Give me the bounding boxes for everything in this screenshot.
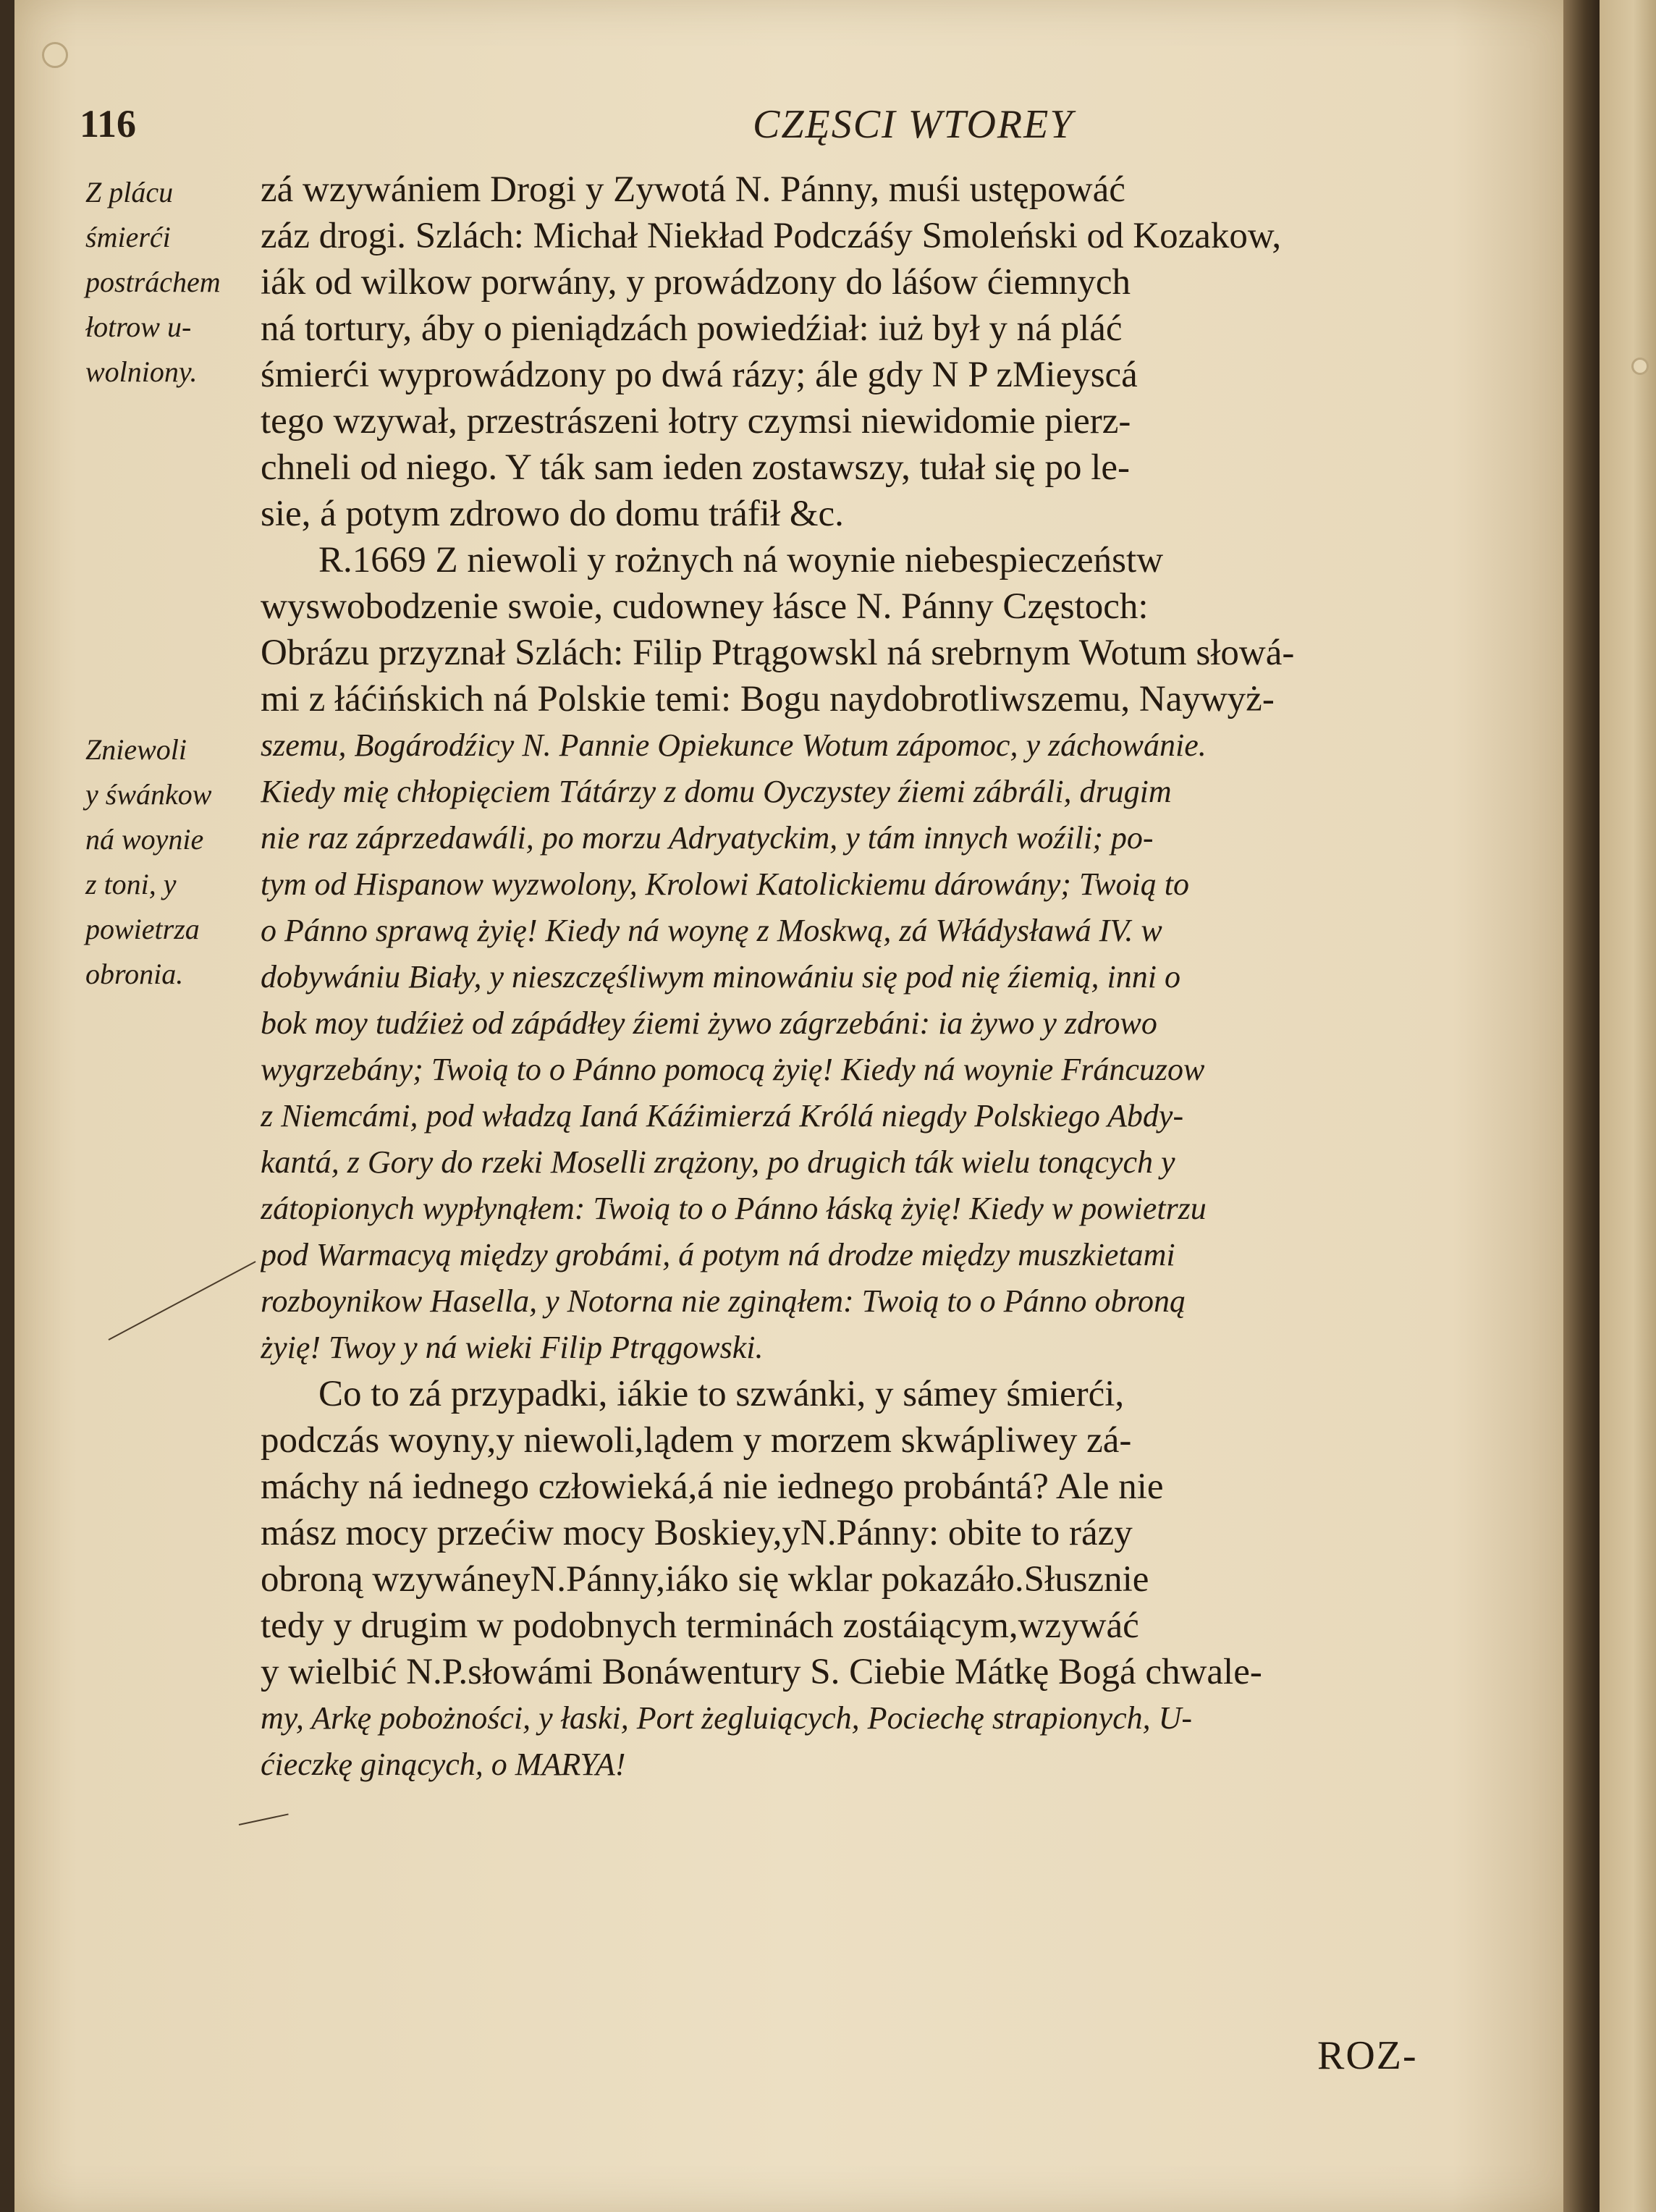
text-line: R.1669 Z niewoli y rożnych ná woynie niebespieczeństw — [318, 540, 1164, 581]
text-line: my, Arkę pobożności, y łaski, Port żegluiących, Pociechę strapionych, U- — [261, 1700, 1193, 1736]
margin-note-line: Z plácu — [85, 176, 174, 208]
text-line: podczás woyny,y niewoli,lądem y morzem skwápliwey zá- — [261, 1420, 1132, 1461]
text-line: y wielbić N.P.słowámi Bonáwentury S. Ciebie Mátkę Bogá chwale- — [261, 1652, 1262, 1692]
margin-note-line: ná woynie — [85, 823, 204, 856]
text-line: tego wzywał, przestrászeni łotry czymsi niewidomie pierz- — [261, 401, 1131, 442]
margin-note-line: wolniony. — [85, 355, 198, 388]
text-line: wyswobodzenie swoie, cudowney łásce N. Pánny Częstoch: — [261, 586, 1149, 627]
margin-note-line: łotrow u- — [85, 311, 192, 343]
catchword: ROZ- — [1317, 2033, 1418, 2078]
facing-page-edge — [1600, 0, 1656, 2212]
text-line: zá wzywániem Drogi y Zywotá N. Pánny, muśi ustępowáć — [261, 169, 1125, 210]
text-line: dobywániu Biały, y nieszczęśliwym minowániu się pod nię źiemią, inni o — [261, 959, 1180, 995]
text-line: Co to zá przypadki, iákie to szwánki, y sámey śmierći, — [318, 1374, 1125, 1414]
text-line: ná tortury, áby o pieniądzách powiedźiał: iuż był y ná pláć — [261, 308, 1123, 349]
text-line: ćieczkę ginących, o MARYA! — [261, 1747, 626, 1782]
text-line: Kiedy mię chłopięciem Tátárzy z domu Oyczystey źiemi zábráli, drugim — [261, 774, 1172, 809]
text-line: tym od Hispanow wyzwolony, Krolowi Katolickiemu dárowány; Twoią to — [261, 866, 1189, 902]
margin-note-line: obronia. — [85, 958, 184, 990]
text-line: z Niemcámi, pod władzą Ianá Káźimierzá Królá niegdy Polskiego Abdy- — [261, 1098, 1184, 1134]
text-line: obroną wzywáneyN.Pánny,iáko się wklar pokazáło.Słusznie — [261, 1559, 1149, 1600]
text-line: o Pánno sprawą żyię! Kiedy ná woynę z Moskwą, zá Włádysławá IV. w — [261, 913, 1162, 948]
text-line: pod Warmacyą między grobámi, á potym ná drodze między muszkietami — [261, 1237, 1175, 1272]
running-head — [80, 101, 1498, 152]
margin-note-1 — [85, 170, 274, 394]
margin-note-line: Zniewoli — [85, 733, 187, 766]
margin-note-2 — [85, 727, 274, 997]
facing-page-hole-mark — [1631, 358, 1649, 375]
text-line: tedy y drugim w podobnych terminách zostáiącym,wzywáć — [261, 1605, 1139, 1646]
text-line: śmierći wyprowádzony po dwá rázy; ále gdy N P zMieyscá — [261, 355, 1138, 395]
text-line: bok moy tudźież od zápádłey źiemi żywo zágrzebáni: ia żywo y zdrowo — [261, 1005, 1157, 1041]
text-line: kantá, z Gory do rzeki Moselli zrążony, po drugich ták wielu tonących y — [261, 1144, 1175, 1180]
margin-note-line: śmierći — [85, 221, 171, 253]
text-line: wygrzebány; Twoią to o Pánno pomocą żyię! Kiedy ná woynie Fráncuzow — [261, 1052, 1205, 1087]
text-line: rozboynikow Hasella, y Notorna nie zginąłem: Twoią to o Pánno obroną — [261, 1283, 1186, 1319]
text-line: mász mocy przećiw mocy Boskiey,yN.Pánny: obite to rázy — [261, 1513, 1133, 1553]
body-text — [261, 166, 1505, 1788]
paragraph-3 — [261, 1371, 1505, 1788]
paragraph-2 — [261, 537, 1505, 1371]
paragraph-1 — [261, 166, 1505, 537]
text-line: nie raz záprzedawáli, po morzu Adryatyckim, y tám innych woźili; po- — [261, 820, 1154, 856]
page-number: 116 — [80, 102, 137, 145]
paper-hole-mark — [42, 42, 68, 68]
margin-note-line: z toni, y — [85, 868, 177, 900]
text-line: szemu, Bogárodźicy N. Pannie Opiekunce Wotum zápomoc, y záchowánie. — [261, 727, 1207, 763]
text-line: mi z łáćińskich ná Polskie temi: Bogu naydobrotliwszemu, Naywyż- — [261, 679, 1275, 719]
text-line: Obrázu przyznał Szlách: Filip Ptrągowskl ná srebrnym Wotum słowá- — [261, 633, 1295, 673]
text-line: sie, á potym zdrowo do domu tráfił &c. — [261, 494, 844, 534]
text-line: żyię! Twoy y ná wieki Filip Ptrągowski. — [261, 1330, 764, 1365]
text-line: chneli od niego. Y ták sam ieden zostawszy, tułał się po le- — [261, 447, 1130, 488]
margin-note-line: postráchem — [85, 266, 221, 298]
book-gutter — [1563, 0, 1600, 2212]
margin-note-line: y śwánkow — [85, 778, 212, 811]
margin-note-line: powietrza — [85, 913, 200, 945]
text-line: iák od wilkow porwány, y prowádzony do láśow ćiemnych — [261, 262, 1131, 303]
text-line: zátopionych wypłynąłem: Twoią to o Pánno łáską żyię! Kiedy w powietrzu — [261, 1191, 1207, 1226]
running-title: CZĘSCI WTOREY — [753, 102, 1074, 147]
text-line: máchy ná iednego człowieká,á nie iednego probántá? Ale nie — [261, 1466, 1164, 1507]
text-line: záz drogi. Szlách: Michał Niekład Podczáśy Smoleński od Kozakow, — [261, 216, 1282, 256]
